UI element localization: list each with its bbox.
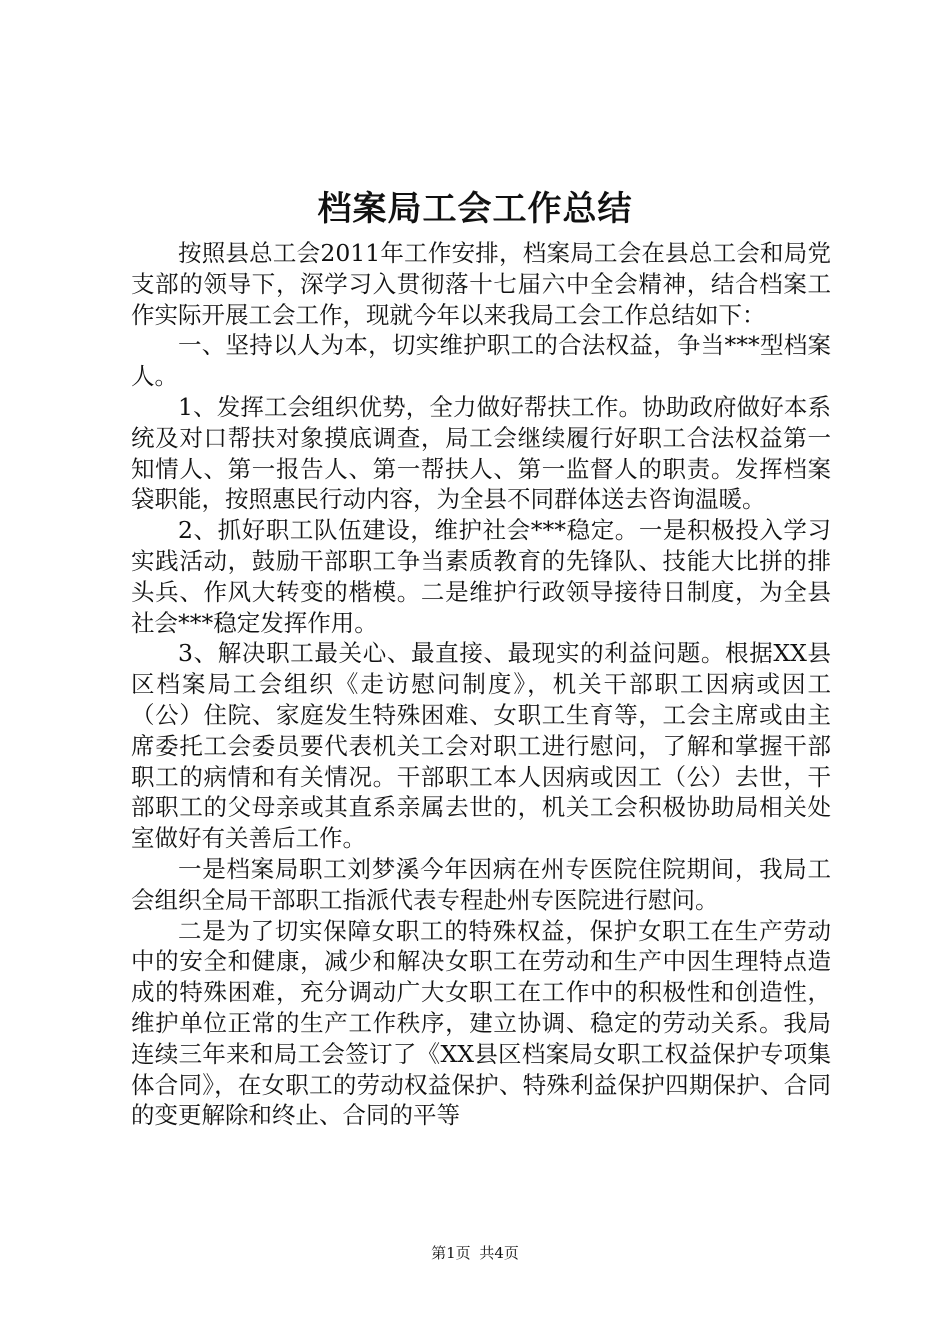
paragraph-item-2: 2、抓好职工队伍建设，维护社会***稳定。一是积极投入学习实践活动，鼓励干部职工争当素质教育的先锋队、技能大比拼的排头兵、作风大转变的楷模。二是维护行政领导接待日制度，为全县社会***稳定发挥作用。 — [131, 516, 831, 637]
document-title: 档案局工会工作总结 — [317, 189, 633, 229]
paragraph-item-3: 3、解决职工最关心、最直接、最现实的利益问题。根据XX县区档案局工会组织《走访慰问制度》，机关干部职工因病或因工（公）住院、家庭发生特殊困难、女职工生育等，工会主席或由主席委托工会委员要代表机关工会对职工进行慰问，了解和掌握干部职工的病情和有关情况。干部职工本人因病或因工（公）去世，干部职工的父母亲或其直系亲属去世的，机关工会积极协助局相关处室做好有关善后工作。 — [131, 639, 831, 853]
paragraph-item-1: 1、发挥工会组织优势，全力做好帮扶工作。协助政府做好本系统及对口帮扶对象摸底调查，局工会继续履行好职工合法权益第一知情人、第一报告人、第一帮扶人、第一监督人的职责。发挥档案袋职能，按照惠民行动内容，为全县不同群体送去咨询温暖。 — [131, 392, 831, 514]
paragraph-case-1: 一是档案局职工刘梦溪今年因病在州专医院住院期间，我局工会组织全局干部职工指派代表专程赴州专医院进行慰问。 — [131, 854, 831, 914]
page-number: 第1页 — [431, 1244, 471, 1262]
paragraph-section-1: 一、坚持以人为本，切实维护职工的合法权益，争当***型档案人。 — [131, 331, 831, 391]
paragraph-case-2: 二是为了切实保障女职工的特殊权益，保护女职工在生产劳动中的安全和健康，减少和解决女职工在劳动和生产中因生理特点造成的特殊困难，充分调动广大女职工在工作中的积极性和创造性，维护单位正常的生产工作秩序，建立协调、稳定的劳动关系。我局连续三年来和局工会签订了《XX县区档案局女职工权益保护专项集体合同》，在女职工的劳动权益保护、特殊利益保护四期保护、合同的变更解除和终止、合同的平等 — [131, 916, 831, 1130]
page-footer — [0, 1243, 950, 1263]
paragraph-intro: 按照县总工会2011年工作安排，档案局工会在县总工会和局党支部的领导下，深学习入贯彻落十七届六中全会精神，结合档案工作实际开展工会工作，现就今年以来我局工会工作总结如下： — [131, 239, 831, 329]
page-total: 共4页 — [479, 1244, 519, 1262]
document-body — [131, 238, 831, 1131]
